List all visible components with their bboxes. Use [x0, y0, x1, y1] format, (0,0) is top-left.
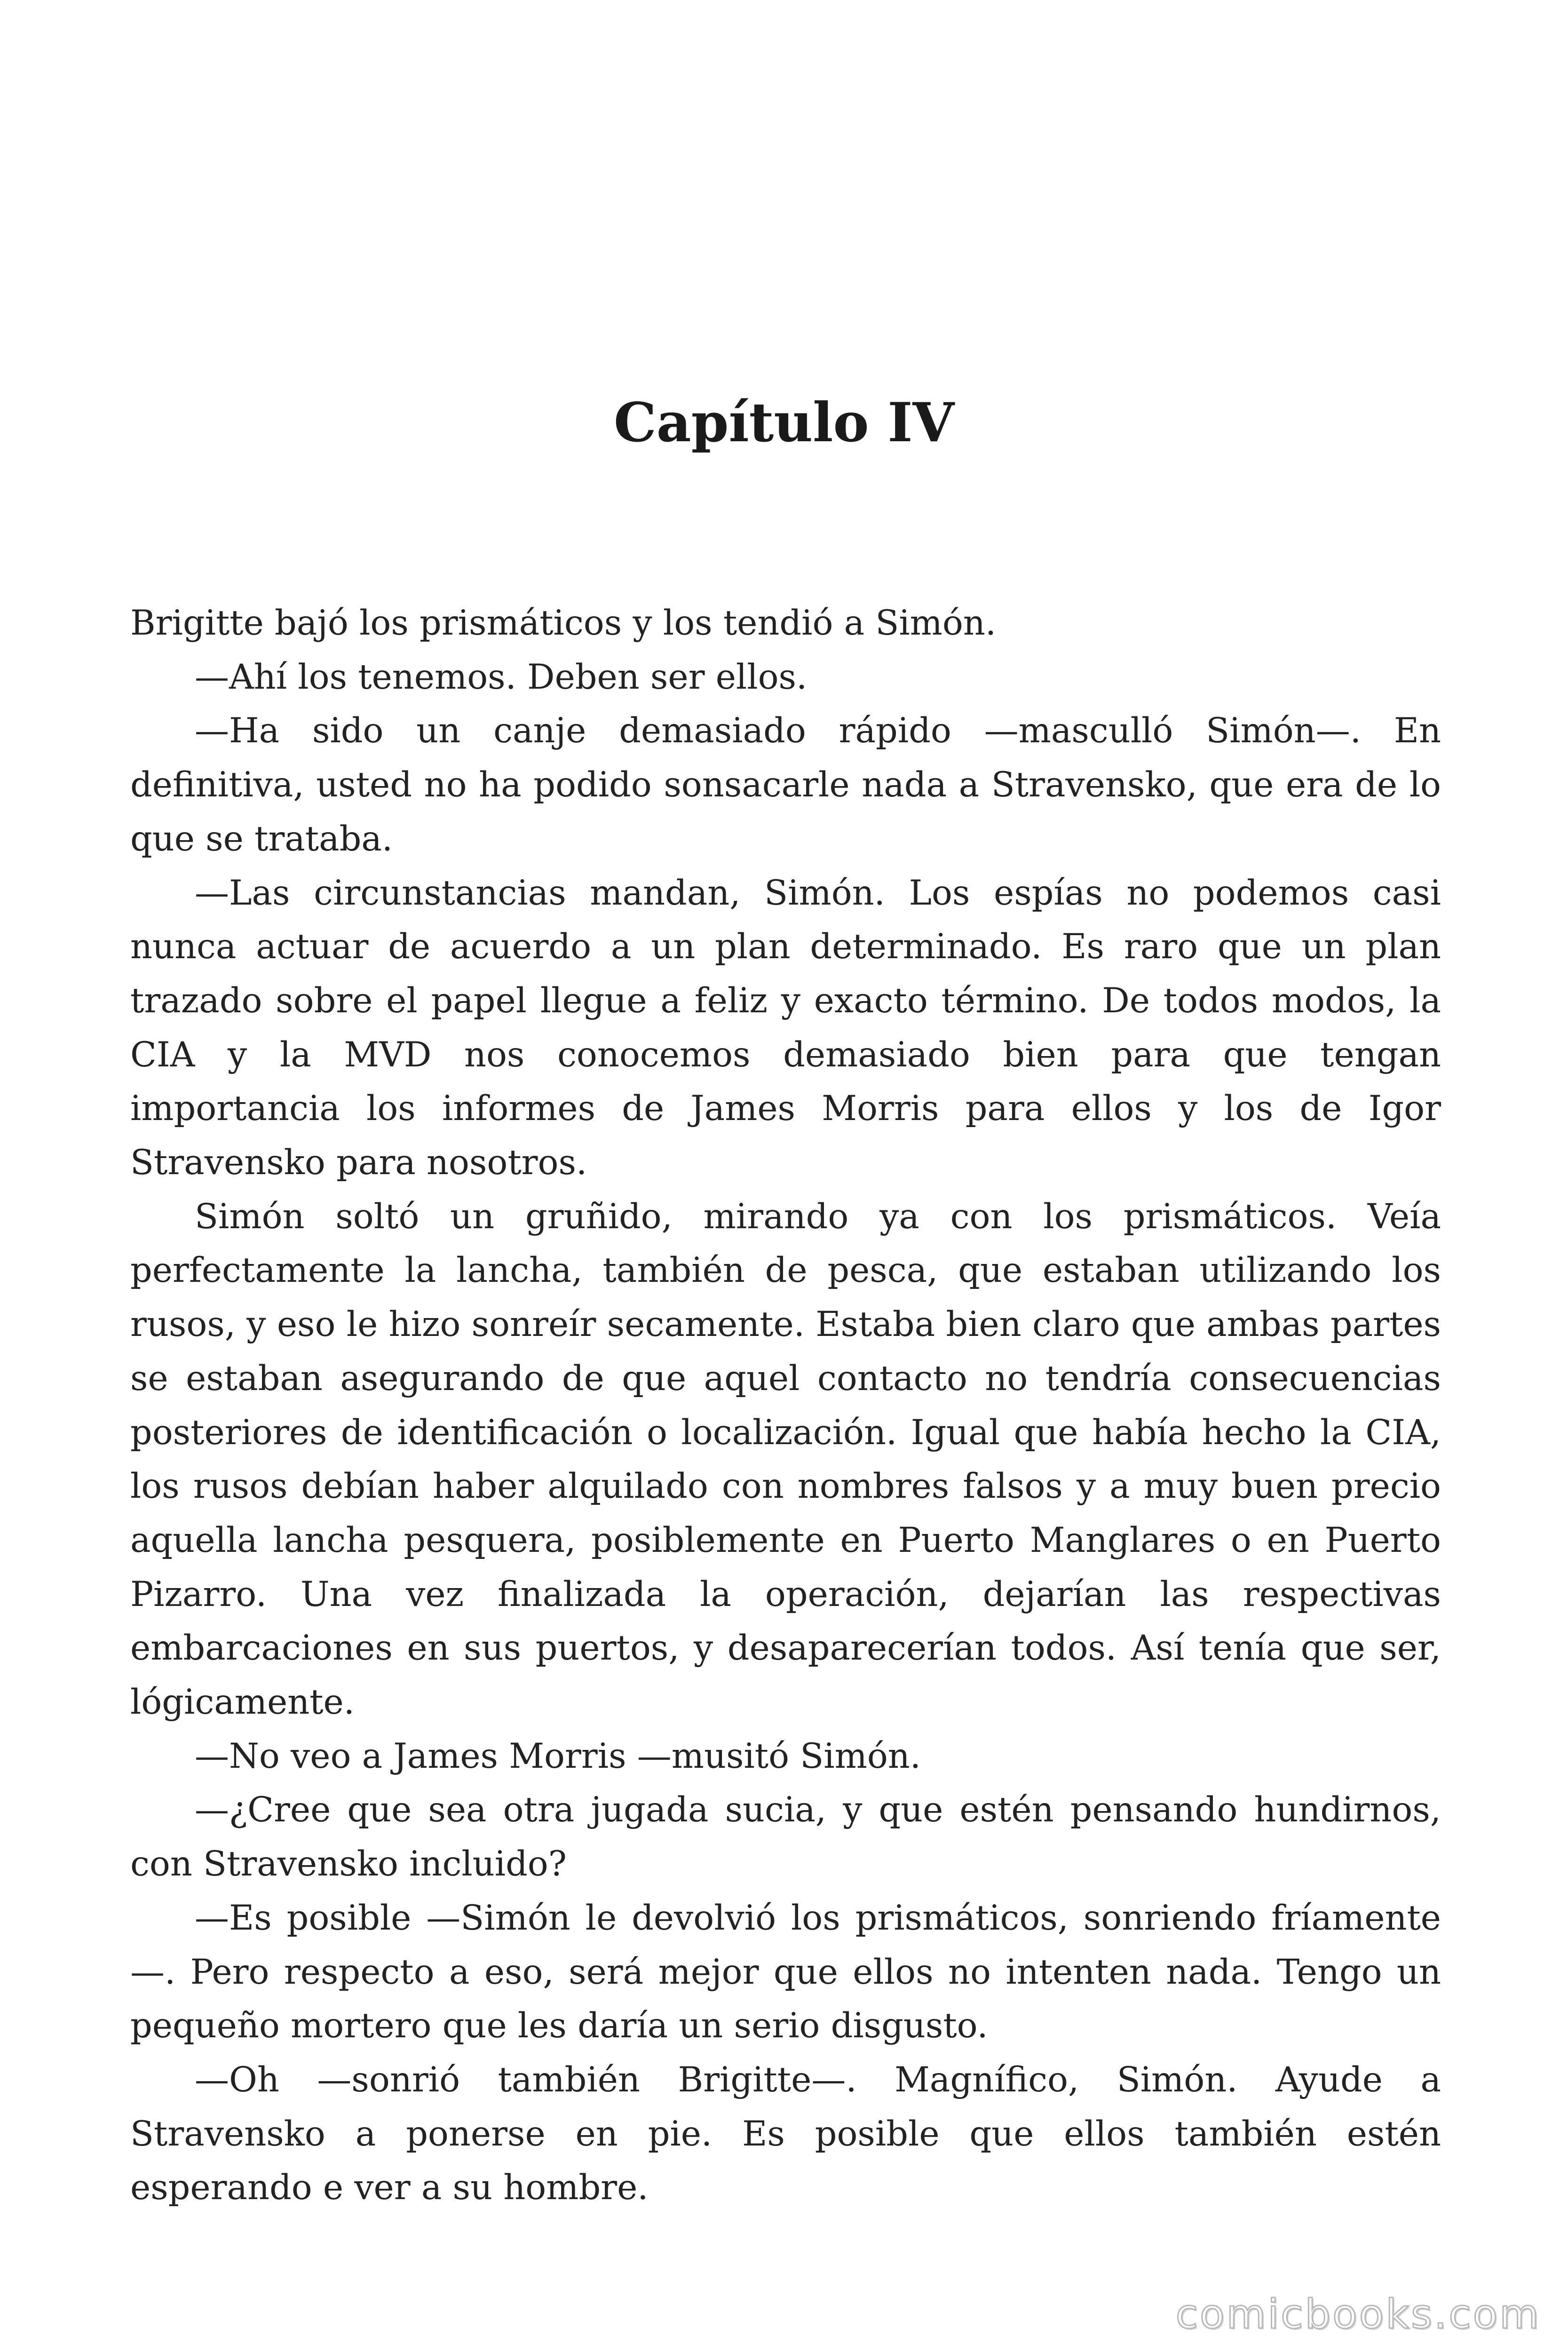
paragraph: —Ha sido un canje demasiado rápido —masculló Simón—. En definitiva, usted no ha podido sonsacarle nada a Stravensko, que era de lo que se trataba. [130, 711, 1441, 859]
paragraph: —No veo a James Morris —musitó Simón. [195, 1736, 921, 1776]
chapter-title: Capítulo IV [614, 391, 954, 454]
paragraph: —Ahí los tenemos. Deben ser ellos. [195, 657, 808, 697]
chapter-body [130, 596, 1441, 2215]
paragraph: —¿Cree que sea otra jugada sucia, y que estén pensando hundirnos, con Stravensko incluido? [130, 1790, 1441, 1884]
watermark: comicbooks.com [1175, 2291, 1541, 2338]
paragraph: —Oh —sonrió también Brigitte—. Magnífico, Simón. Ayude a Stravensko a ponerse en pie. Es posible que ellos también estén esperando e ver a su hombre. [130, 2059, 1441, 2208]
paragraph: Brigitte bajó los prismáticos y los tendió a Simón. [130, 603, 997, 643]
paragraph: —Las circunstancias mandan, Simón. Los espías no podemos casi nunca actuar de acuerdo a un plan determinado. Es raro que un plan trazado sobre el papel llegue a feliz y exacto término. De todos modos, la CIA y la MVD nos conocemos demasiado bien para que tengan importancia los informes de James Morris para ellos y los de Igor Stravensko para nosotros. [130, 873, 1441, 1183]
paragraph: —Es posible —Simón le devolvió los prismáticos, sonriendo fríamente—. Pero respecto a eso, será mejor que ellos no intenten nada. Tengo un pequeño mortero que les daría un serio disgusto. [130, 1898, 1441, 2046]
paragraph: Simón soltó un gruñido, mirando ya con los prismáticos. Veía perfectamente la lancha, también de pesca, que estaban utilizando los rusos, y eso le hizo sonreír secamente. Estaba bien claro que ambas partes se estaban asegurando de que aquel contacto no tendría consecuencias posteriores de identificación o localización. Igual que había hecho la CIA, los rusos debían haber alquilado con nombres falsos y a muy buen precio aquella lancha pesquera, posiblemente en Puerto Manglares o en Puerto Pizarro. Una vez finalizada la operación, dejarían las respectivas embarcaciones en sus puertos, y desaparecerían todos. Así tenía que ser, lógicamente. [130, 1196, 1441, 1723]
